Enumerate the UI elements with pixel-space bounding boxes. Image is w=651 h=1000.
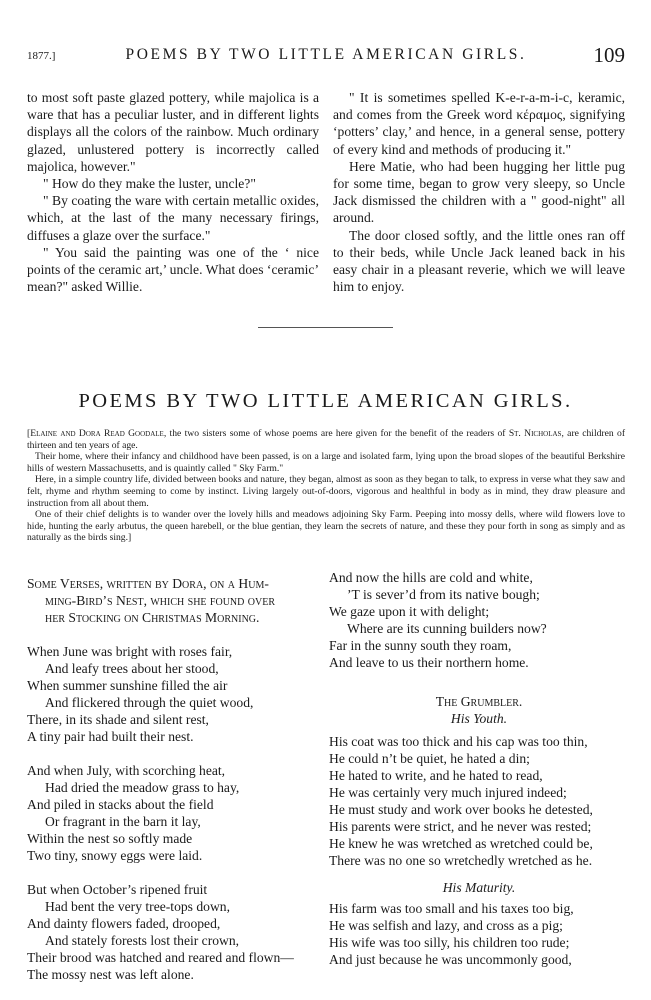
verse-line: And when July, with scorching heat, xyxy=(27,763,226,778)
intro-paragraph: [Elaine and Dora Read Goodale, the two sisters some of whose poems are here given for the benefit of the readers of St. Nicholas, are children of thirteen and ten years of age. xyxy=(27,428,626,451)
section-title: POEMS BY TWO LITTLE AMERICAN GIRLS. xyxy=(78,390,573,412)
verse-line: He must study and work over books he detested, xyxy=(329,802,593,817)
poem-left-column xyxy=(27,575,327,983)
verse-line: ’T is sever’d from its native bough; xyxy=(347,587,540,602)
paragraph: " By coating the ware with certain metallic oxides, which, at the last of the many necessary firings, diffuses a glaze over the surface." xyxy=(27,193,319,243)
poem-title-line: her Stocking on Christmas Morning. xyxy=(45,610,260,625)
verse-line: He was selfish and lazy, and cross as a pig; xyxy=(329,918,563,933)
running-title: POEMS BY TWO LITTLE AMERICAN GIRLS. xyxy=(125,46,527,63)
verse-line: Within the nest so softly made xyxy=(27,831,193,846)
paragraph: " You said the painting was one of the ‘ nice points of the ceramic art,’ uncle. What does ‘ceramic’ mean?" asked Willie. xyxy=(27,244,319,295)
verse-line: He hated to write, and he hated to read, xyxy=(329,768,543,783)
verse-line: Where are its cunning builders now? xyxy=(347,621,547,636)
poem-title-line: ming-Bird’s Nest, which she found over xyxy=(45,593,275,608)
article-end-left-column xyxy=(27,89,319,295)
verse-line: We gaze upon it with delight; xyxy=(329,604,490,619)
paragraph: The door closed softly, and the little ones ran off to their beds, while Uncle Jack leaned back in his easy chair in a pleasant reverie, which we will leave him to enjoy. xyxy=(333,227,625,295)
header-year: 1877.] xyxy=(27,50,56,62)
editorial-introduction xyxy=(27,428,625,544)
poem-title-line: Some Verses, written by Dora, on a Hum- xyxy=(27,576,269,591)
verse-line: And stately forests lost their crown, xyxy=(45,933,240,948)
verse-line: He could n’t be quiet, he hated a din; xyxy=(329,751,530,766)
verse-line: The mossy nest was left alone. xyxy=(27,967,194,982)
verse-line: He was certainly very much injured indeed; xyxy=(329,785,567,800)
verse-line: And leafy trees about her stood, xyxy=(45,661,219,676)
verse-line: A tiny pair had built their nest. xyxy=(27,729,194,744)
verse-line: And piled in stacks about the field xyxy=(27,797,214,812)
verse-line: And dainty flowers faded, drooped, xyxy=(27,916,221,931)
poem-part-title: His Youth. xyxy=(450,711,508,726)
verse-line: There, in its shade and silent rest, xyxy=(27,712,209,727)
paragraph: Here Matie, who had been hugging her little pug for some time, began to grow very sleepy, so Uncle Jack dismissed the children with a " good-night" all around. xyxy=(333,158,625,226)
verse-line: His farm was too small and his taxes too big, xyxy=(329,901,574,916)
verse-line: And flickered through the quiet wood, xyxy=(45,695,254,710)
poem-right-column xyxy=(329,569,629,968)
verse-line: And just because he was uncommonly good, xyxy=(329,952,572,967)
paragraph: " How do they make the luster, uncle?" xyxy=(43,176,256,192)
verse-line: Had bent the very tree-tops down, xyxy=(45,899,230,914)
verse-line: His wife was too silly, his children too rude; xyxy=(329,935,570,950)
poem-title: The Grumbler. xyxy=(435,694,523,709)
section-divider xyxy=(258,327,393,328)
paragraph: " It is sometimes spelled K-e-r-a-m-i-c, keramic, and comes from the Greek word κέραμος, signifying ‘potters’ clay,’ and hence, in a general sense, pottery of every kind and methods of producing it." xyxy=(333,90,625,157)
author-names: Elaine and Dora Read Goodale xyxy=(30,428,164,439)
verse-line: His coat was too thick and his cap was too thin, xyxy=(329,734,588,749)
intro-paragraph: One of their chief delights is to wander over the lovely hills and meadows adjoining Sky Farm. Peeping into mossy dells, where wild flowers love to hide, hunting the early arbutus, the queen harebell, or the blue gentian, they learn the secrets of nature, and these they pour forth in song as simply and as naturally as the birds sing.] xyxy=(27,509,625,544)
verse-line: Two tiny, snowy eggs were laid. xyxy=(27,848,203,863)
verse-line: There was no one so wretchedly wretched as he. xyxy=(329,853,593,868)
verse-line: His parents were strict, and he never was rested; xyxy=(329,819,592,834)
verse-line: When June was bright with roses fair, xyxy=(27,644,233,659)
intro-paragraph: Here, in a simple country life, divided between books and nature, they began, almost as soon as they began to talk, to express in verse what they saw and felt, rhyme and rhythm seeming to come by instinct. Living largely out-of-doors, vigorous and healthful in body as in mind, they draw pleasure and instruction from all about them. xyxy=(27,474,625,509)
article-end-right-column xyxy=(333,89,625,295)
page-number: 109 xyxy=(593,43,625,67)
verse-line: Far in the sunny south they roam, xyxy=(329,638,512,653)
magazine-name: St. Nicholas xyxy=(508,428,562,439)
verse-line: He knew he was wretched as wretched could be, xyxy=(329,836,593,851)
verse-line: Their brood was hatched and reared and flown— xyxy=(27,950,294,965)
verse-line: Or fragrant in the barn it lay, xyxy=(45,814,201,829)
verse-line: When summer sunshine filled the air xyxy=(27,678,228,693)
intro-paragraph: Their home, where their infancy and childhood have been passed, is on a large and isolated farm, lying upon the broad slopes of the beautiful Berkshire hills of western Massachusetts, and is quaintly called " Sky Farm." xyxy=(27,451,625,474)
running-header xyxy=(27,44,625,70)
verse-line: But when October’s ripened fruit xyxy=(27,882,208,897)
verse-line: And leave to us their northern home. xyxy=(329,655,529,670)
verse-line: And now the hills are cold and white, xyxy=(329,570,533,585)
poem-part-title: His Maturity. xyxy=(442,880,516,895)
verse-line: Had dried the meadow grass to hay, xyxy=(45,780,240,795)
paragraph: to most soft paste glazed pottery, while majolica is a ware that has a peculiar luster, and in different lights displays all the colors of the rainbow. Much ordinary glazed, unlustered pottery is incorrectly called majolica, however." xyxy=(27,90,319,174)
